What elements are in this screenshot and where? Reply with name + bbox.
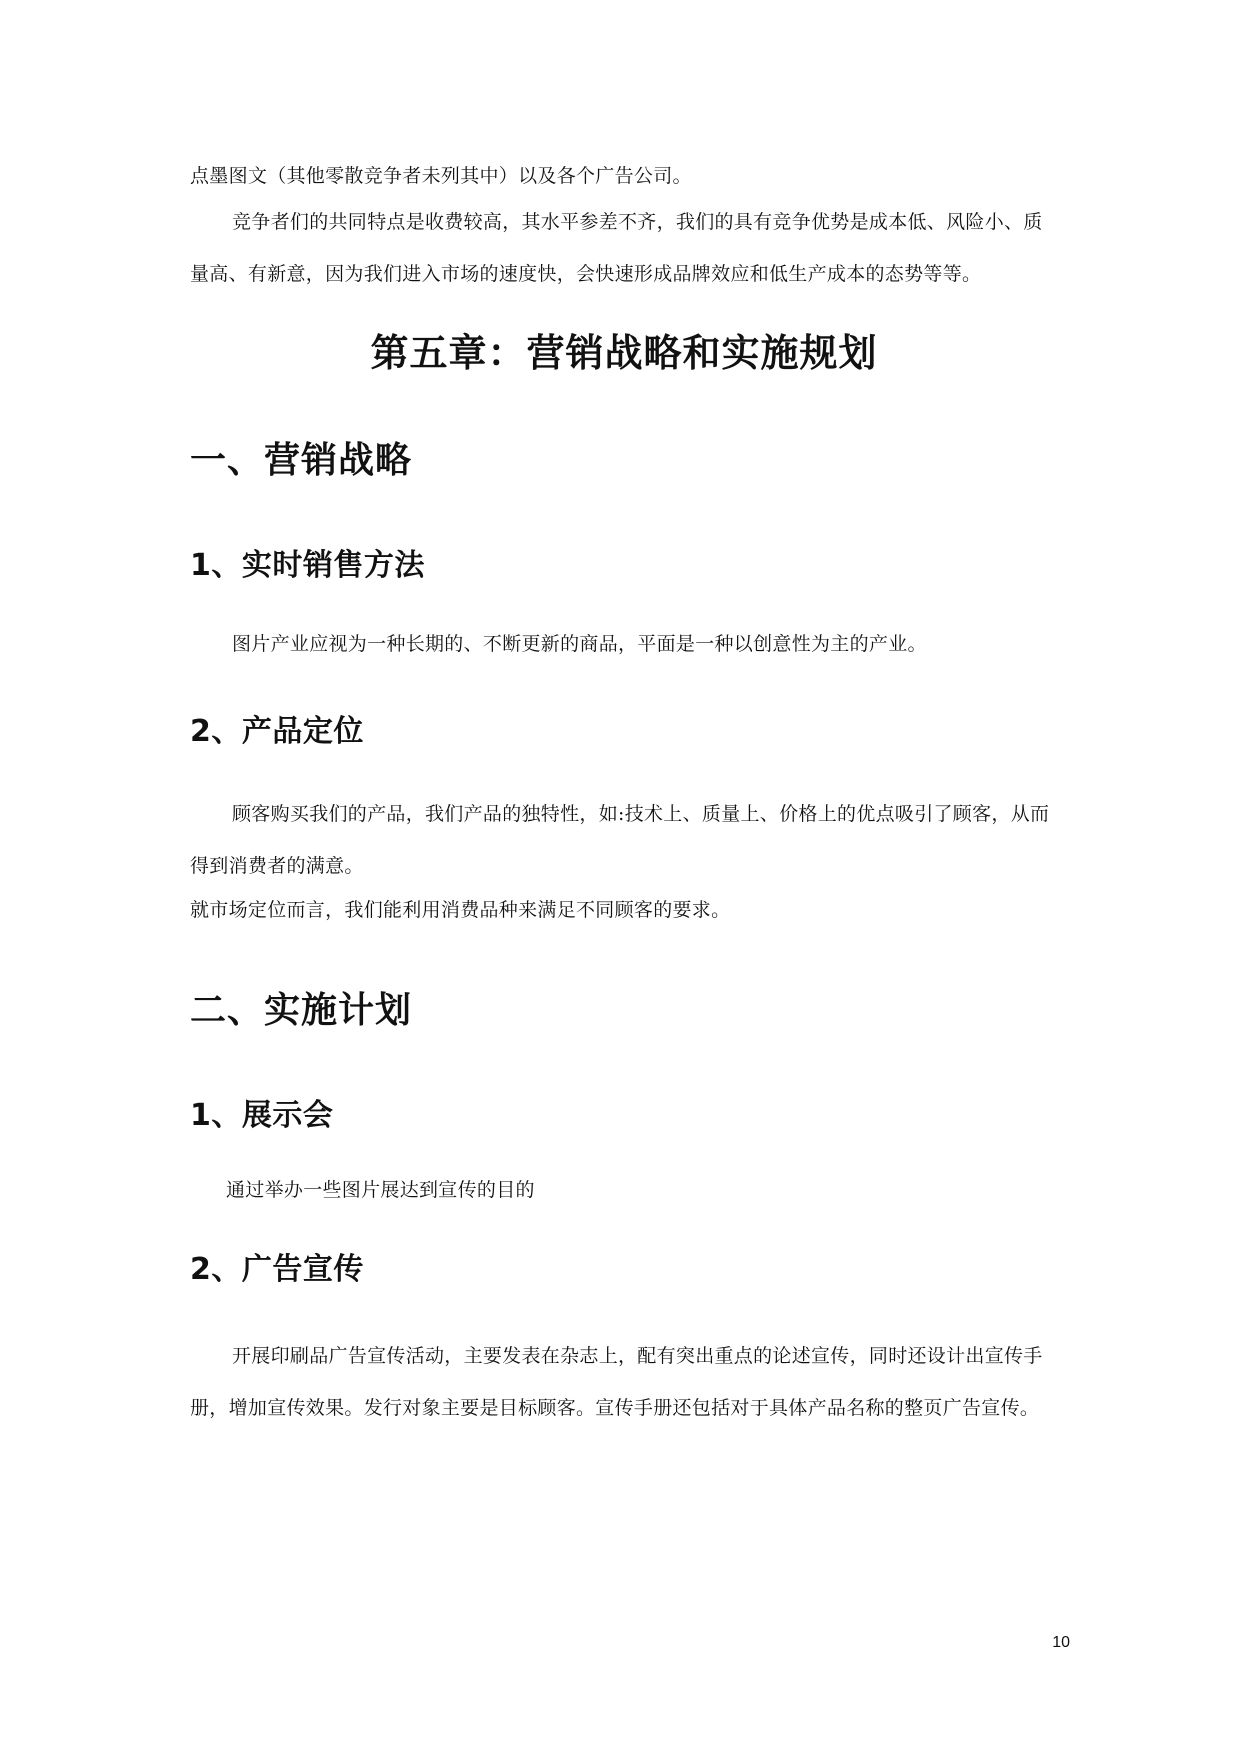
paragraph-competitive-advantage: 竞争者们的共同特点是收费较高，其水平参差不齐，我们的具有竞争优势是成本低、风险小、质量高、有新意，因为我们进入市场的速度快，会快速形成品牌效应和低生产成本的态势等等。 (190, 211, 1043, 285)
subsection-heading-advertising: 2、广告宣传 (190, 1252, 364, 1287)
paragraph-competitors-list: 点墨图文（其他零散竞争者未列其中）以及各个广告公司。 (190, 165, 692, 187)
paragraph-sales-method: 图片产业应视为一种长期的、不断更新的商品，平面是一种以创意性为主的产业。 (232, 633, 927, 655)
section-heading-implementation-plan: 二、实施计划 (190, 990, 413, 1031)
subsection-heading-sales-method: 1、实时销售方法 (190, 548, 425, 583)
subsection-heading-exhibition: 1、展示会 (190, 1098, 334, 1133)
paragraph-advertising: 开展印刷品广告宣传活动，主要发表在杂志上，配有突出重点的论述宣传，同时还设计出宣传手册，增加宣传效果。发行对象主要是目标顾客。宣传手册还包括对于具体产品名称的整页广告宣传。 (190, 1345, 1043, 1419)
chapter-title: 第五章：营销战略和实施规划 (370, 331, 878, 375)
section-heading-marketing-strategy: 一、营销战略 (190, 440, 413, 481)
paragraph-product-positioning: 顾客购买我们的产品，我们产品的独特性，如:技术上、质量上、价格上的优点吸引了顾客，从而得到消费者的满意。 (190, 803, 1050, 877)
subsection-heading-product-positioning: 2、产品定位 (190, 714, 364, 749)
paragraph-market-positioning: 就市场定位而言，我们能利用消费品种来满足不同顾客的要求。 (190, 899, 731, 921)
page-number: 10 (1052, 1634, 1070, 1651)
paragraph-exhibition: 通过举办一些图片展达到宣传的目的 (226, 1179, 535, 1201)
